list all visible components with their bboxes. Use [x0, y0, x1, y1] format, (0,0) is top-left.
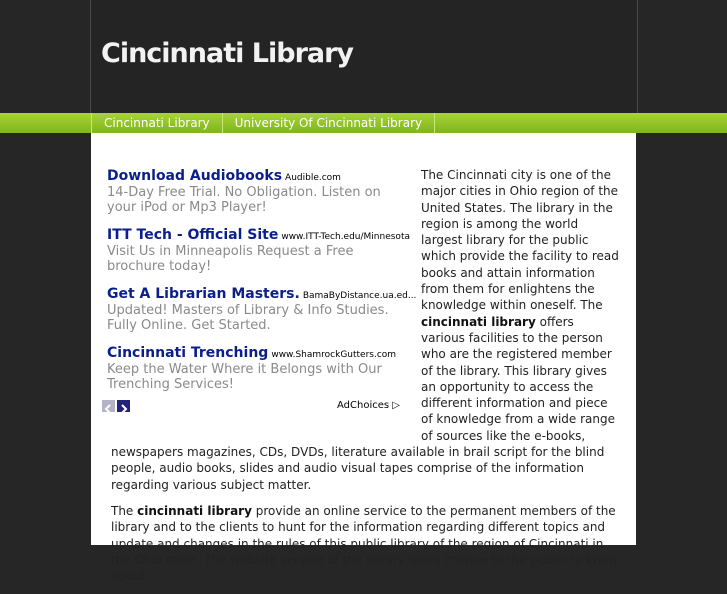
site-title[interactable]: Cincinnati Library [101, 38, 354, 69]
nav-item-university-of-cincinnati-library[interactable]: University Of Cincinnati Library [223, 113, 435, 133]
ad-description: Keep the Water Where it Belongs with Our Trenching Services! [107, 362, 382, 392]
nav-bar [0, 113, 727, 133]
ad-title-link[interactable]: Get A Librarian Masters. [107, 286, 300, 302]
article-paragraph: The Cincinnati city is one of the major cities in Ohio region of the United States. The library in the region is among the world largest library for the public which provide the facility to read books and attain information from them for enlightens the knowledge within oneself. The cincinnati library offers various facilities to the person who are the registered member of the library. This library gives an opportunity to access the different information and piece of knowledge from a wide range of sources like the e-books, newspapers magazines, CDs, DVDs, literature available in brail script for the blind people, audio books, slides and audio visual tapes comprise of the information regarding various subject matter. [111, 168, 619, 492]
ad-title-link[interactable]: Download Audiobooks [107, 168, 283, 184]
adchoices-link[interactable]: AdChoices ▷ [337, 400, 400, 411]
ad-url[interactable]: Audible.com [285, 173, 341, 183]
ad-description: Visit Us in Minneapolis Request a Free brochure today! [107, 244, 354, 274]
ad-title-link[interactable]: Cincinnati Trenching [107, 345, 269, 361]
ad-description: Updated! Masters of Library & Info Studies. Fully Online. Get Started. [107, 303, 389, 333]
nav-menu [91, 113, 435, 133]
ad-spacer [111, 167, 421, 429]
ad-url[interactable]: BamaByDistance.ua.ed... [302, 291, 417, 301]
article-paragraph: The cincinnati library provide an online service to the permanent members of the library and to the clients to hunt for the information regarding different topics and update and changes in the rules of this public library of the region of Cincinnati in the Ohio state. The website service of the library gives chance to the public to know about [111, 503, 618, 584]
main-content [91, 133, 636, 584]
ad-url[interactable]: www.ITT-Tech.edu/Minnesota [281, 232, 410, 242]
ad-description: 14-Day Free Trial. No Obligation. Listen on your iPod or Mp3 Player! [107, 185, 381, 215]
keyword-bold: cincinnati library [137, 503, 252, 518]
ad-title-link[interactable]: ITT Tech - Official Site [107, 227, 279, 243]
article-body [111, 167, 621, 594]
ad-url[interactable]: www.ShamrockGutters.com [271, 350, 397, 360]
nav-item-cincinnati-library[interactable]: Cincinnati Library [91, 113, 223, 133]
keyword-bold: cincinnati library [421, 314, 536, 329]
site-header [0, 0, 727, 113]
